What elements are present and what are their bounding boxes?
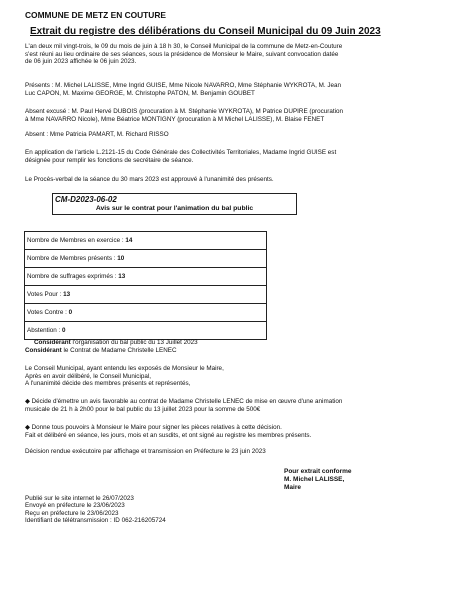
absents-excuses-line: à Mme NAVARRO Nicole), Mme Béatrice MONTIGNY (procuration à M Michel LALISSE), M. Blaise FENET [25,115,325,123]
deliberation-code: CM-D2023-06-02 [55,195,117,204]
presents-line: Luc CAPON, M. Maxime GEORGE, M. Christophe PATON, M. Benjamin GOUBET [25,89,255,97]
document-title: Extrait du registre des délibérations du Conseil Municipal du 09 Juin 2023 [30,26,381,37]
decision-line: musicale de 21 h à 2h00 pour le bal public du 13 juillet 2023 pour la somme de 500€ [25,405,261,413]
commune-name: COMMUNE DE METZ EN COUTURE [25,10,166,20]
intro-paragraph [25,43,430,66]
absents-excuses-line: Absent excusé : M. Paul Hervé DUBOIS (procuration à M. Stéphanie WYKROTA), M Patrice DUPIRE (procuration [25,108,343,115]
executoire-line: Décision rendue exécutoire par affichage et transmission en Préfecture le 23 juin 2023 [25,448,266,455]
council-line: Après en avoir délibéré, le Conseil Municipal, [25,372,152,380]
table-row [25,268,267,286]
footer-line: Envoyé en préfecture le 23/06/2023 [25,502,125,510]
council-paragraph [25,365,224,388]
pv-approval: Le Procès-verbal de la séance du 30 mars 2023 est approuvé à l'unanimité des présents. [25,176,274,183]
council-line: A l'unanimité décide des membres présents et représentés, [25,380,191,388]
vote-cell: Votes Pour : 13 [25,286,267,304]
signature-line: Pour extrait conforme [284,468,352,475]
council-line: Le Conseil Municipal, ayant entendu les exposés de Monsieur le Maire, [25,365,224,372]
presents-line: Présents : M. Michel LALISSE, Mme Ingrid GUISE, Mme Nicole NAVARRO, Mme Stéphanie WYKROTA, M. Jean [25,82,341,89]
decision-line: ◆ Décide d'émettre un avis favorable au contrat de Madame Christelle LENEC de mise en œuvre d'une animation [25,398,343,405]
presents-paragraph [25,82,430,97]
absents-excuses-paragraph [25,108,430,123]
signature-line: Maire [284,484,301,491]
deliberation-header [52,193,297,215]
application-paragraph [25,149,430,164]
pouvoirs-paragraph [25,424,430,439]
considerant-line: Considérant le Contrat de Madame Christelle LENEC [25,346,177,354]
table-row [25,250,267,268]
intro-line: L'an deux mil vingt-trois, le 09 du mois de juin à 18 h 30, le Conseil Municipal de la commune de Metz-en-Couture [25,43,343,50]
votes-table [24,231,267,340]
vote-cell: Nombre de suffrages exprimés : 13 [25,268,267,286]
application-line: désignée pour remplir les fonctions de secrétaire de séance. [25,156,194,164]
table-row [25,304,267,322]
pouvoirs-line: Fait et délibéré en séance, les jours, mois et an susdits, et ont signé au registre les membres présents. [25,431,312,439]
decision-paragraph [25,398,430,413]
table-row [25,286,267,304]
footer-line: Publié sur le site internet le 26/07/2023 [25,495,134,502]
signature-line: M. Michel LALISSE, [284,476,345,483]
intro-line: de 06 juin 2023 affichée le 06 juin 2023. [25,58,137,66]
vote-cell: Abstention : 0 [25,322,267,340]
application-line: En application de l'article L.2121-15 du Code Générale des Collectivités Territoriales, Madame Ingrid GUISE est [25,149,337,156]
table-row [25,232,267,250]
intro-line: s'est réuni au lieu ordinaire de ses séances, sous la présidence de Monsieur le Maire, suivant convocation datée [25,50,339,58]
considerants [25,339,198,354]
absents-line: Absent : Mme Patricia PAMART, M. Richard RISSO [25,131,169,138]
deliberation-title: Avis sur le contrat pour l'animation du bal public [95,205,254,212]
considerant-line: Considérant l'organisation du bal public du 13 Juillet 2023 [34,339,198,346]
transmission-footer [25,495,166,525]
footer-line: Reçu en préfecture le 23/06/2023 [25,509,119,517]
footer-line: Identifiant de télétransmission : ID 062-216205724 [25,517,166,525]
vote-cell: Nombre de Membres présents : 10 [25,250,267,268]
vote-cell: Votes Contre : 0 [25,304,267,322]
pouvoirs-line: ◆ Donne tous pouvoirs à Monsieur le Maire pour signer les pièces relatives à cette décision. [25,424,282,431]
table-row [25,322,267,340]
signature-block [284,468,352,492]
vote-cell: Nombre de Membres en exercice : 14 [25,232,267,250]
